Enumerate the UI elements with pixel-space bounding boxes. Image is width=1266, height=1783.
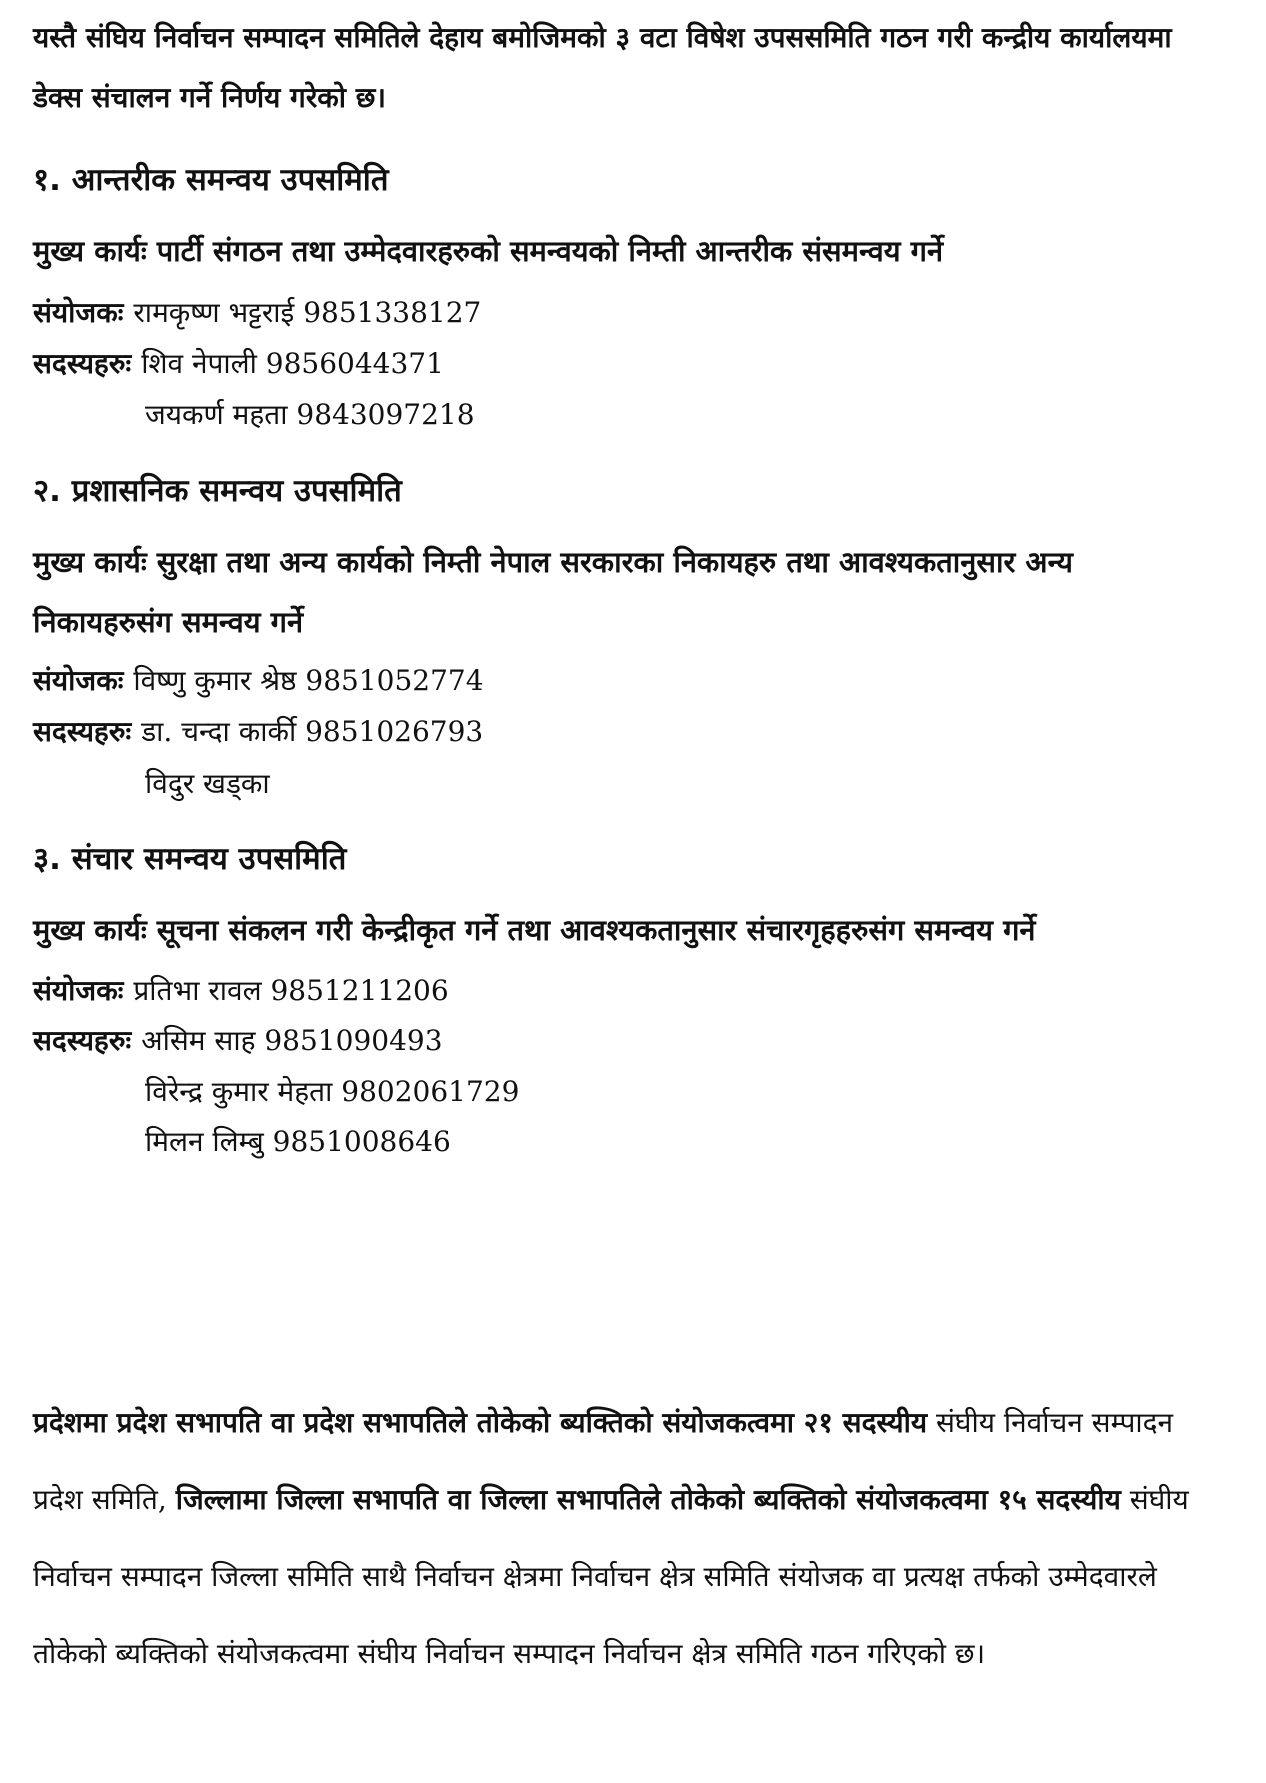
member: विदुर खड्का	[145, 767, 270, 800]
convener-label: संयोजकः	[33, 296, 124, 329]
member: विरेन्द्र कुमार मेहता 9802061729	[145, 1075, 520, 1108]
closing-text: प्रदेश समिति,	[33, 1483, 176, 1516]
convener-line	[33, 661, 484, 701]
member: असिम साह 9851090493	[141, 1024, 443, 1057]
members-label: सदस्यहरुः	[33, 347, 132, 380]
task-line	[33, 542, 1073, 582]
closing-text: संघीय	[1120, 1483, 1189, 1516]
convener-label: संयोजकः	[33, 974, 124, 1007]
members-label: सदस्यहरुः	[33, 715, 132, 748]
task-text: पार्टी संगठन तथा उम्मेदवारहरुको समन्वयको निम्ती आन्तरीक संसमन्वय गर्ने	[156, 234, 944, 268]
closing-line	[33, 1480, 1189, 1520]
members-line	[33, 344, 444, 384]
closing-line: तोकेको ब्यक्तिको संयोजकत्वमा संघीय निर्वाचन सम्पादन निर्वाचन क्षेत्र समिति गठन गरिएको छ।	[33, 1637, 986, 1670]
task-line	[33, 910, 1036, 950]
convener-line	[33, 971, 449, 1011]
intro-line: डेक्स संचालन गर्ने निर्णय गरेको छ।	[33, 81, 387, 114]
members-line	[33, 1021, 443, 1061]
closing-text: संघीय निर्वाचन सम्पादन	[927, 1406, 1174, 1439]
member: मिलन लिम्बु 9851008646	[145, 1125, 451, 1158]
intro-line: यस्तै संघिय निर्वाचन सम्पादन समितिले देहाय बमोजिमको ३ वटा विषेश उपससमिति गठन गरी कन्द्रीय कार्यालयमा	[33, 21, 1172, 54]
task-text: सूचना संकलन गरी केन्द्रीकृत गर्ने तथा आवश्यकतानुसार संचारगृहहरुसंग समन्वय गर्ने	[156, 913, 1036, 947]
member: शिव नेपाली 9856044371	[141, 347, 444, 380]
closing-line: निर्वाचन सम्पादन जिल्ला समिति साथै निर्वाचन क्षेत्रमा निर्वाचन क्षेत्र समिति संयोजक वा प्रत्यक्ष तर्फको उम्मेदवारले	[33, 1560, 1157, 1593]
section-heading: १. आन्तरीक समन्वय उपसमिति	[33, 162, 389, 198]
task-text: निकायहरुसंग समन्वय गर्ने	[33, 605, 304, 639]
section-heading: ३. संचार समन्वय उपसमिति	[33, 841, 347, 877]
convener-label: संयोजकः	[33, 664, 124, 697]
member: जयकर्ण महता 9843097218	[145, 398, 475, 431]
task-text: सुरक्षा तथा अन्य कार्यको निम्ती नेपाल सरकारका निकायहरु तथा आवश्यकतानुसार अन्य	[156, 545, 1073, 579]
closing-line	[33, 1403, 1173, 1443]
members-label: सदस्यहरुः	[33, 1024, 132, 1057]
section-heading: २. प्रशासनिक समन्वय उपसमिति	[33, 473, 402, 509]
task-label: मुख्य कार्यः	[33, 913, 147, 947]
task-line	[33, 231, 943, 271]
members-line	[33, 712, 483, 752]
closing-bold: प्रदेशमा प्रदेश सभापति वा प्रदेश सभापतिले तोकेको ब्यक्तिको संयोजकत्वमा २१ सदस्यीय	[33, 1406, 928, 1439]
member: डा. चन्दा कार्की 9851026793	[141, 715, 484, 748]
task-label: मुख्य कार्यः	[33, 234, 147, 268]
closing-bold: जिल्लामा जिल्ला सभापति वा जिल्ला सभापतिले तोकेको ब्यक्तिको संयोजकत्वमा १५ सदस्यीय	[175, 1483, 1121, 1516]
convener-value: रामकृष्ण भट्टराई 9851338127	[133, 296, 482, 329]
convener-line	[33, 293, 481, 333]
task-label: मुख्य कार्यः	[33, 545, 147, 579]
convener-value: विष्णु कुमार श्रेष्ठ 9851052774	[133, 664, 484, 697]
convener-value: प्रतिभा रावल 9851211206	[133, 974, 449, 1007]
